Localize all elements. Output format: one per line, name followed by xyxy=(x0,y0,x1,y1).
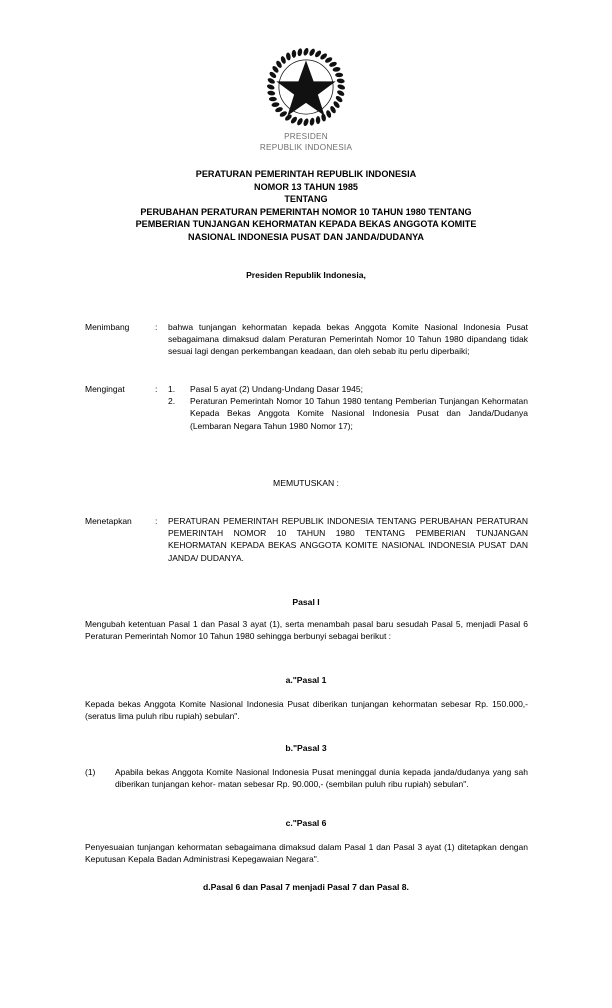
menimbang-label: Menimbang xyxy=(85,322,130,332)
list-item-number: 1. xyxy=(168,384,176,394)
item-b-clause xyxy=(85,766,528,790)
menetapkan-colon: : xyxy=(155,516,158,526)
title-line-5: PEMBERIAN TUNJANGAN KEHORMATAN KEPADA BEKAS ANGGOTA KOMITE xyxy=(135,219,477,230)
caption-line-republik-indonesia: REPUBLIK INDONESIA xyxy=(259,143,353,153)
item-d-heading: d.Pasal 6 dan Pasal 7 menjadi Pasal 7 dan Pasal 8. xyxy=(203,882,409,892)
list-item xyxy=(168,395,528,432)
title-line-tentang: TENTANG xyxy=(284,194,328,205)
emblem-container xyxy=(0,44,612,135)
title-line-4: PERUBAHAN PERATURAN PEMERINTAH NOMOR 10 TAHUN 1980 TENTANG xyxy=(140,206,472,217)
caption-line-presiden: PRESIDEN xyxy=(284,132,328,141)
mengingat-list xyxy=(168,383,528,432)
item-b-heading: b."Pasal 3 xyxy=(285,743,327,753)
document-title xyxy=(56,168,556,244)
memutuskan-heading: MEMUTUSKAN : xyxy=(273,478,339,488)
item-c-body: Penyesuaian tunjangan kehormatan sebagaimana dimaksud dalam Pasal 1 dan Pasal 3 ayat (1) ditetapkan dengan Keputusan Kepala Badan Administrasi Kepegawaian Negara". xyxy=(85,842,528,865)
menetapkan-row xyxy=(85,515,528,564)
pasal-i-heading: Pasal I xyxy=(292,597,320,607)
item-a-body: Kepada bekas Anggota Komite Nasional Indonesia Pusat diberikan tunjangan kehormatan sebesar Rp. 150.000,- (seratus lima puluh ribu rupiah) sebulan". xyxy=(85,699,528,722)
title-line-nomor: NOMOR 13 TAHUN 1985 xyxy=(254,181,358,192)
item-c-heading: c."Pasal 6 xyxy=(285,818,327,828)
title-line-6: NASIONAL INDONESIA PUSAT DAN JANDA/DUDANYA xyxy=(188,231,424,242)
mengingat-label: Mengingat xyxy=(85,384,125,394)
mengingat-colon: : xyxy=(155,384,158,394)
menimbang-text: bahwa tunjangan kehormatan kepada bekas Anggota Komite Nasional Indonesia Pusat sebagaimana dimaksud dalam Peraturan Pemerintah Nomor 10 Tahun 1980 dipandang tidak sesuai lagi dengan perkembangan keadaan, dan oleh sebab itu perlu diperbaiki; xyxy=(168,322,528,357)
mengingat-list-container xyxy=(168,383,528,432)
clause-number: (1) xyxy=(85,767,96,777)
list-item-text: Pasal 5 ayat (2) Undang-Undang Dasar 1945; xyxy=(190,384,363,394)
presiden-caption xyxy=(0,131,612,153)
signatory-heading: Presiden Republik Indonesia, xyxy=(246,270,366,280)
menetapkan-label: Menetapkan xyxy=(85,516,132,526)
indonesian-presidential-star-wreath-emblem xyxy=(263,44,349,130)
item-a-heading: a."Pasal 1 xyxy=(285,675,327,685)
menimbang-row xyxy=(85,321,528,358)
menetapkan-text: PERATURAN PEMERINTAH REPUBLIK INDONESIA TENTANG PERUBAHAN PERATURAN PEMERINTAH NOMOR 10 TAHUN 1980 TENTANG PEMBERIAN TUNJANGAN KEHORMATAN KEPADA BEKAS ANGGOTA KOMITE NASIONAL INDONESIA PUSAT DAN JANDA/ DUDANYA. xyxy=(168,516,528,563)
list-item-text: Peraturan Pemerintah Nomor 10 Tahun 1980 tentang Pemberian Tunjangan Kehormatan Kepada Bekas Anggota Komite Nasional Indonesia Pusat dan Janda/Dudanya (Lembaran Negara Tahun 1980 Nomor 17); xyxy=(190,396,528,431)
pasal-i-body: Mengubah ketentuan Pasal 1 dan Pasal 3 ayat (1), serta menambah pasal baru sesudah Pasal 5, menjadi Pasal 6 Peraturan Pemerintah Nomor 10 Tahun 1980 sehingga berbunyi sebagai berikut : xyxy=(85,619,528,642)
list-item-number: 2. xyxy=(168,396,176,407)
title-line-1: PERATURAN PEMERINTAH REPUBLIK INDONESIA xyxy=(195,169,417,179)
menimbang-colon: : xyxy=(155,322,158,332)
mengingat-row xyxy=(85,383,528,432)
clause-text: Apabila bekas Anggota Komite Nasional Indonesia Pusat meninggal dunia kepada janda/dudanya yang sah diberikan tunjangan kehor- matan sebesar Rp. 90.000,- (sembilan puluh ribu rupiah) sebulan". xyxy=(115,767,528,790)
list-item xyxy=(168,383,528,395)
